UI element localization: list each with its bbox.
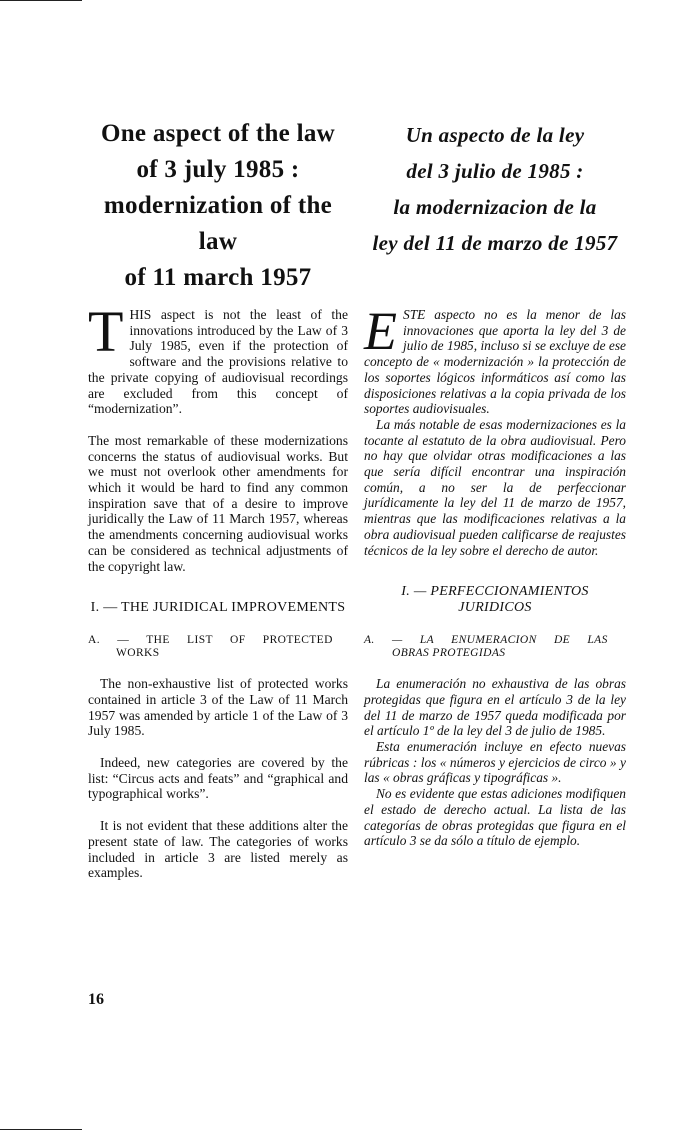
top-edge-rule [0, 0, 82, 1]
english-paragraph-2: The most remarkable of these modernizations concerns the status of audiovisual works. But we must not overlook other amendments for which it would be hard to find any common inspiration save that of a desire to improve juridically the Law of 11 March 1957, whereas the amendments concerning audiovisual works can be considered as technical adjustments of the copyright law. [88, 432, 348, 574]
spanish-paragraph-2: La más notable de esas modernizaciones es la tocante al estatuto de la obra audiovisual. Pero no hay que olvidar otras modificaciones a las que sería difícil encontrar una inspiración común, a no ser la de perfeccionar jurídicamente la ley del 11 de marzo de 1957, mientras que las modificaciones relativas a la obra audiovisual pueden calificarse de reajustes técnicos de la ley sobre el derecho de autor. [364, 416, 626, 558]
spanish-title-line: Un aspecto de la ley [405, 123, 585, 147]
spanish-intro-paragraph [364, 301, 626, 417]
spanish-body [364, 301, 626, 849]
spanish-title-line: la modernizacion de la [393, 195, 597, 219]
spanish-paragraph-5: No es evidente que estas adiciones modifiquen el estado de derecho actual. La lista de las categorías de obras protegidas que figura en el artículo 3 se da sólo a título de ejemplo. [364, 786, 626, 849]
bottom-edge-rule [0, 1129, 82, 1130]
english-paragraph-3: The non-exhaustive list of protected works contained in article 3 of the Law of 11 March 1957 was amended by article 1 of the Law of 3 July 1985. [88, 676, 348, 739]
spanish-drop-cap: E [364, 301, 397, 361]
spanish-section-heading: I. — PERFECCIONAMIENTOS JURIDICOS [401, 584, 589, 616]
english-section-heading: I. — THE JURIDICAL IMPROVEMENTS [90, 600, 346, 616]
english-intro-text: HIS aspect is not the least of the innovations introduced by the Law of 3 July 1985, even if the protection of software and the provisions relative to the private copying of audiovisual recordings are excluded from this concept of “modernization”. [88, 307, 348, 417]
page-number: 16 [88, 991, 104, 1008]
spanish-paragraph-4: Esta enumeración incluye en efecto nuevas rúbricas : los « números y ejercicios de circo » y las « obras gráficas y tipográficas ». [364, 739, 626, 786]
english-body [88, 299, 348, 881]
english-sub-heading-label: A. — THE LIST OF PROTECTED [88, 634, 333, 647]
english-paragraph-5: It is not evident that these additions alter the present state of law. The categories of works included in article 3 are listed merely as examples. [88, 818, 348, 881]
spanish-title [364, 117, 626, 261]
spanish-title-line: ley del 11 de marzo de 1957 [372, 231, 618, 255]
english-sub-heading-continuation: WORKS [116, 647, 160, 660]
spanish-sub-heading-label: A. — LA ENUMERACION DE LAS [364, 634, 608, 647]
english-title-line: of 3 july 1985 : [136, 156, 300, 183]
spanish-sub-heading [364, 634, 626, 660]
spanish-intro-text: STE aspecto no es la menor de las innovaciones que aporta la ley del 3 de julio de 1985, incluso si se excluye de ese concepto de « modernización » la protección de los soportes lógicos informáticos así como las disposiciones relativas a la copia privada de los soportes audiovisuales. [364, 307, 626, 417]
english-intro-paragraph [88, 299, 348, 417]
spanish-paragraph-3: La enumeración no exhaustiva de las obras protegidas que figura en el artículo 3 de la ley del 11 de marzo de 1957 queda modificada por el artículo 1º de la ley del 3 de julio de 1985. [364, 676, 626, 739]
spanish-sub-heading-continuation: OBRAS PROTEGIDAS [392, 647, 506, 660]
english-title-line: One aspect of the law [100, 120, 336, 147]
english-sub-heading [88, 634, 348, 660]
spanish-title-line: del 3 julio de 1985 : [406, 159, 584, 183]
english-title [88, 116, 348, 296]
english-paragraph-4: Indeed, new categories are covered by the list: “Circus acts and feats” and “graphical and typographical works”. [88, 755, 348, 802]
english-title-line: modernization of the law [103, 192, 333, 255]
english-drop-cap: T [88, 299, 124, 364]
english-title-line: of 11 march 1957 [124, 264, 312, 291]
